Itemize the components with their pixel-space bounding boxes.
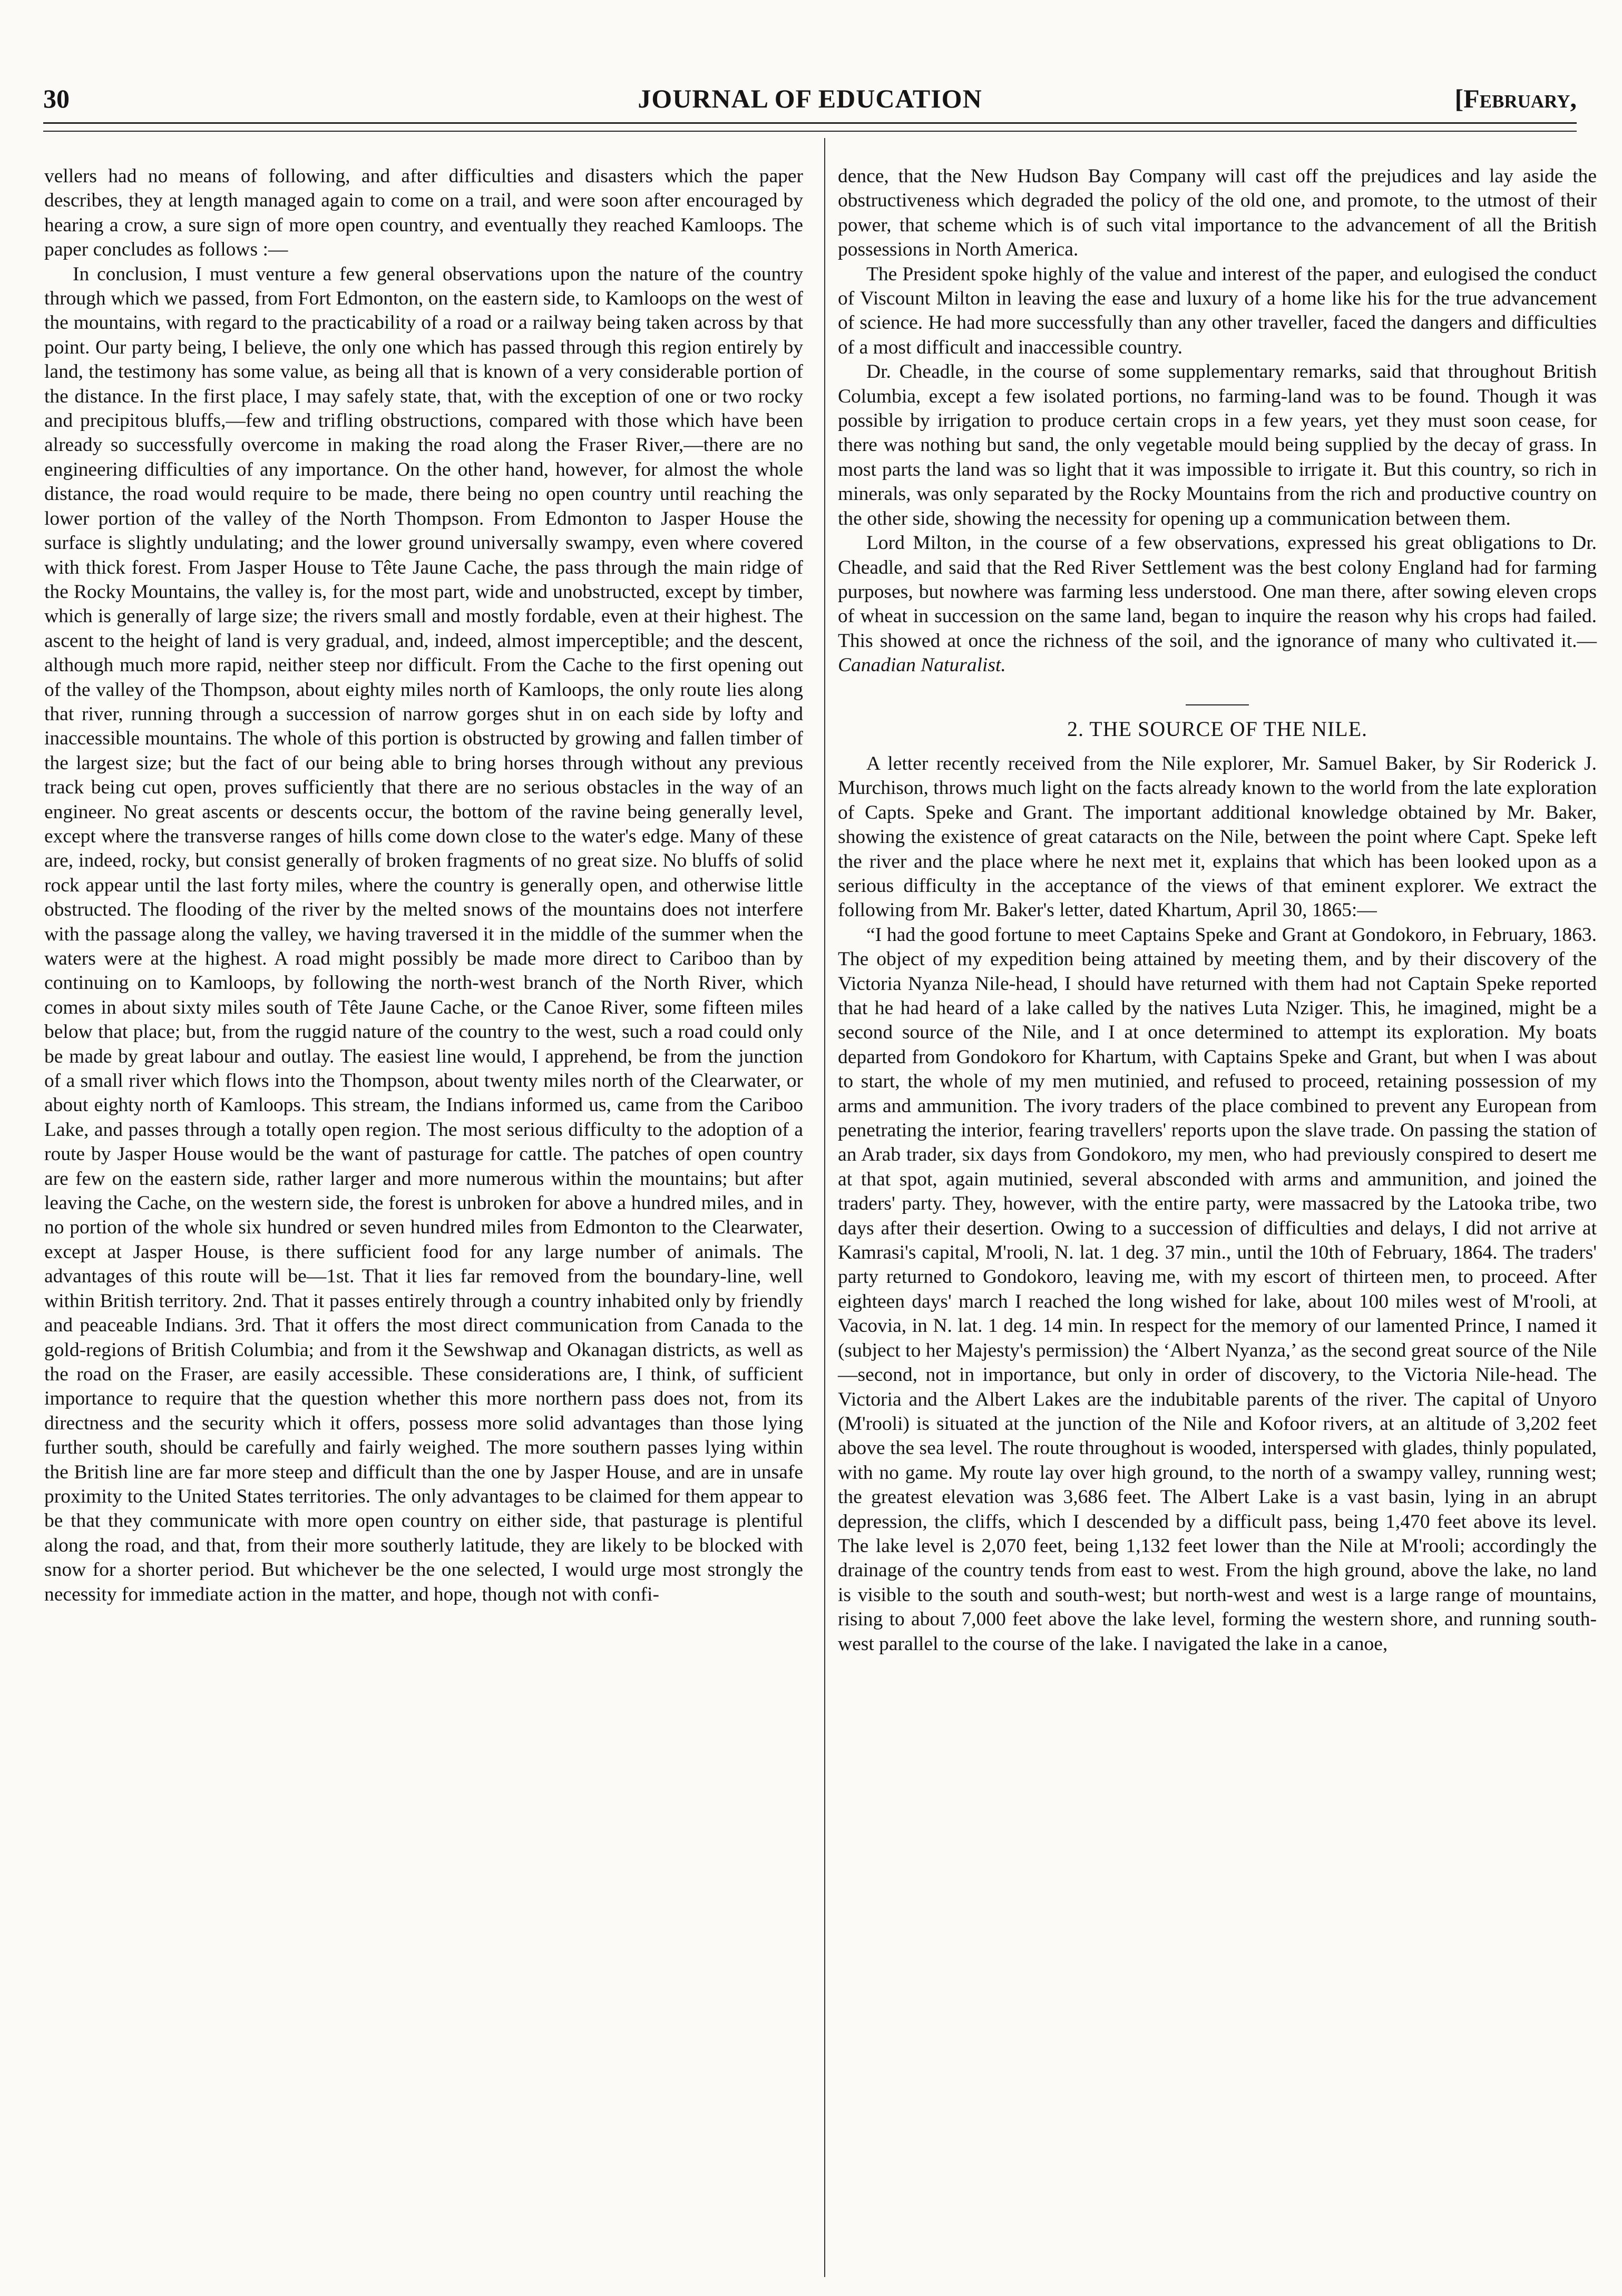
paragraph: The President spoke highly of the value and interest of the paper, and eulogised the conduct of Viscount Milton in leaving the ease and luxury of a home like his for the true advancement of science. He had more successfully than any other traveller, faced the dangers and difficulties of a most difficult and inaccessible country. [838, 263, 1597, 358]
journal-title: JOURNAL OF EDUCATION [638, 84, 982, 113]
paragraph: In conclusion, I must venture a few general observations upon the nature of the country through which we passed, from Fort Edmonton, on the eastern side, to Kamloops on the west of the mountains, with regard to the practicability of a road or a railway being taken across by that point. Our party being, I believe, the only one which has passed through this region entirely by land, the testimony has some value, as being all that is known of a very considerable portion of the distance. In the first place, I may safely state, that, with the exception of one or two rocky and precipitous bluffs,—few and trifling obstructions, compared with those which have been already so successfully overcome in making the road along the Fraser River,—there are no engineering difficulties of any importance. On the other hand, however, for almost the whole distance, the road would require to be made, there being no open country until reaching the lower portion of the valley of the North Thompson. From Edmonton to Jasper House the surface is slightly undulating; and the lower ground universally swampy, even where covered with thick forest. From Jasper House to Tête Jaune Cache, the pass through the main ridge of the Rocky Mountains, the valley is, for the most part, wide and unobstructed, except by timber, which is generally of large size; the rivers small and mostly fordable, even at their highest. The ascent to the height of land is very gradual, and, indeed, almost imperceptible; and the descent, although much more rapid, neither steep nor difficult. From the Cache to the first opening out of the valley of the Thompson, about eighty miles north of Kamloops, the only route lies along that river, running through a succession of narrow gorges shut in on each side by lofty and inaccessible mountains. The whole of this portion is obstructed by growing and fallen timber of the largest size; but the fact of our being able to bring horses through without any previous track being cut open, proves sufficiently that there are no serious obstacles in the way of an engineer. No great ascents or descents occur, the bottom of the ravine being generally level, except where the transverse ranges of hills come down close to the water's edge. Many of these are, indeed, rocky, but consist generally of broken fragments of no great size. No bluffs of solid rock appear until the last forty miles, where the country is generally open, and otherwise little obstructed. The flooding of the river by the melted snows of the mountains does not interfere with the passage along the valley, we having traversed it in the middle of the summer when the waters were at the highest. A road might possibly be made more direct to Cariboo than by continuing on to Kamloops, by following the north-west branch of the North River, which comes in about sixty miles south of Tête Jaune Cache, or the Canoe River, some fifteen miles below that place; but, from the ruggid nature of the country to the west, such a road could only be made by great labour and outlay. The easiest line would, I apprehend, be from the junction of a small river which flows into the Thompson, about twenty miles north of the Clearwater, or about eighty north of Kamloops. This stream, the Indians informed us, came from the Cariboo Lake, and passes through a totally open region. The most serious difficulty to the adoption of a route by Jasper House would be the want of pasturage for cattle. The patches of open country are few on the eastern side, rather larger and more numerous within the mountains; but after leaving the Cache, on the western side, the forest is unbroken for above a hundred miles, and in no portion of the whole six hundred or seven hundred miles from Edmonton to the Clearwater, except at Jasper House, is there sufficient food for any large number of animals. The advantages of this route will be—1st. That it lies far removed from the boundary-line, well within British territory. 2nd. That it passes entirely through a country inhabited only by friendly and peaceable Indians. 3rd. That it offers the most direct communication from Canada to the gold-regions of British Columbia; and from it the Sewshwap and Okanagan districts, as well as the road on the Fraser, are easily accessible. These considerations are, I think, of sufficient importance to require that the question whether this more northern pass does not, from its directness and the security which it offers, possess more solid advantages than those lying further south, should be carefully and fairly weighed. The more southern passes lying within the British line are far more steep and difficult than the one by Jasper House, and are in unsafe proximity to the United States territories. The only advantages to be claimed for them appear to be that they communicate with more open country on either side, that pasturage is plentiful along the road, and that, from their more southerly latitude, they are likely to be blocked with snow for a shorter period. But whichever be the one selected, I would urge most strongly the necessity for immediate action in the matter, and hope, though not with confi- [44, 263, 803, 1605]
section-heading: 2. THE SOURCE OF THE NILE. [1067, 717, 1368, 741]
page-header [43, 78, 1577, 120]
paragraph [838, 531, 1597, 678]
right-column [838, 164, 1597, 1656]
column-divider [824, 138, 825, 2277]
section-divider [1186, 704, 1249, 705]
paragraph: “I had the good fortune to meet Captains Speke and Grant at Gondokoro, in February, 1863. The object of my expedition being attained by meeting them, and by their discovery of the Victoria Nyanza Nile-head, I should have returned with them had not Captain Speke reported that he had heard of a lake called by the natives Luta Nziger. This, he imagined, might be a second source of the Nile, and I at once determined to attempt its exploration. My boats departed from Gondokoro for Khartum, with Captains Speke and Grant, but when I was about to start, the whole of my men mutinied, and refused to proceed, retaining possession of my arms and ammunition. The ivory traders of the place combined to prevent any European from penetrating the interior, fearing travellers' reports upon the slave trade. On passing the station of an Arab trader, six days from Gondokoro, my men, who had previously conspired to desert me at that spot, again mutinied, several absconded with arms and ammunition, and joined the traders' party. They, however, with the entire party, were massacred by the Latooka tribe, two days after their desertion. Owing to a succession of difficulties and delays, I did not arrive at Kamrasi's capital, M'rooli, N. lat. 1 deg. 37 min., until the 10th of February, 1864. The traders' party returned to Gondokoro, leaving me, with my escort of thirteen men, to proceed. After eighteen days' march I reached the long wished for lake, about 100 miles west of M'rooli, at Vacovia, in N. lat. 1 deg. 14 min. In respect for the memory of our lamented Prince, I named it (subject to her Majesty's permission) the ‘Albert Nyanza,’ as the second great source of the Nile—second, not in importance, but only in order of discovery, to the Victoria Nile-head. The Victoria and the Albert Lakes are the indubitable parents of the river. The capital of Unyoro (M'rooli) is situated at the junction of the Nile and Kofoor rivers, at an altitude of 3,202 feet above the sea level. The route throughout is wooded, interspersed with glades, thinly populated, with no game. My route lay over high ground, to the north of a swampy valley, running west; the greatest elevation was 3,686 feet. The Albert Lake is a vast basin, lying in an abrupt depression, the cliffs, which I descended by a difficult pass, being 1,470 feet above its level. The lake level is 2,070 feet, being 1,132 feet lower than the Nile at M'rooli; accordingly the drainage of the country tends from east to west. From the high ground, above the lake, no land is visible to the south and south-west; but north-west and west is a large range of mountains, rising to about 7,000 feet above the lake level, forming the western shore, and running south-west parallel to the course of the lake. I navigated the lake in a canoe, [838, 924, 1597, 1655]
paragraph: A letter recently received from the Nile explorer, Mr. Samuel Baker, by Sir Roderick J. Murchison, throws much light on the facts already known to the world from the late exploration of Capts. Speke and Grant. The important additional knowledge obtained by Mr. Baker, showing the existence of great cataracts on the Nile, between the point where Capt. Speke left the river and the place where he next met it, explains that which has been looked upon as a serious difficulty in the acceptance of the views of that eminent explorer. We extract the following from Mr. Baker's letter, dated Khartum, April 30, 1865:— [838, 752, 1597, 921]
paragraph-text: Lord Milton, in the course of a few observations, expressed his great obligations to Dr. Cheadle, and said that the Red River Settlement was the best colony England had for farming purposes, but nowhere was farming less understood. One man there, after sowing eleven crops of wheat in succession on the same land, began to inquire the reason why his crops had failed. This showed at once the richness of the soil, and the ignorance of many who cultivated it.— [838, 532, 1597, 652]
header-rule [43, 122, 1577, 124]
page-number: 30 [43, 84, 70, 113]
header-rule-secondary [43, 131, 1577, 132]
paragraph: Dr. Cheadle, in the course of some supplementary remarks, said that throughout British Columbia, except a few isolated portions, no farming-land was to be found. Though it was possible by irrigation to produce certain crops in a few years, yet they must soon cease, for there was nothing but sand, the only vegetable mould being supplied by the decay of grass. In most parts the land was so light that it was impossible to irrigate it. But this country, so rich in minerals, was only separated by the Rocky Mountains from the rich and productive country on the other side, showing the necessity for opening up a communication between them. [838, 361, 1597, 529]
paragraph: vellers had no means of following, and after difficulties and disasters which the paper describes, they at length managed again to come on a trail, and were soon after encouraged by hearing a crow, a sure sign of more open country, and eventually they reached Kamloops. The paper concludes as follows :— [44, 165, 803, 261]
source-credit: Canadian Naturalist. [838, 654, 1006, 676]
paragraph: dence, that the New Hudson Bay Company will cast off the prejudices and lay aside the obstructiveness which degraded the policy of the old one, and promote, to the utmost of their power, that scheme which is of such vital importance to the advancement of all the British possessions in North America. [838, 165, 1597, 261]
left-column [44, 164, 803, 1607]
issue-month: [February, [1454, 84, 1577, 113]
